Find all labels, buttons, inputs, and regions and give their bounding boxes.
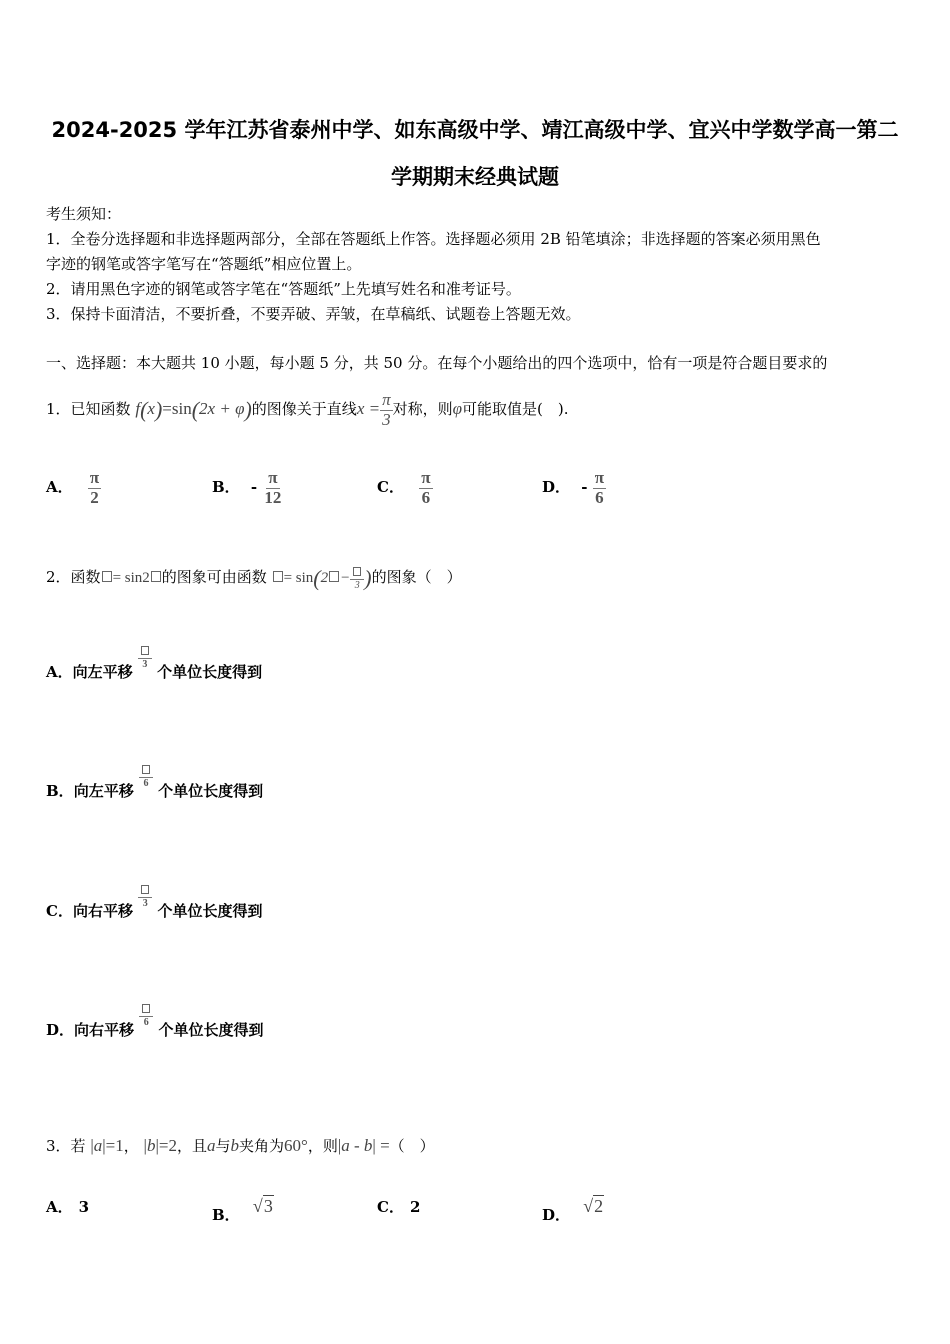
question-number: 3． (46, 1137, 71, 1155)
q1-option-d[interactable]: D． - $\frac{\pi}{6}$ (542, 467, 605, 507)
placeholder-symbol-icon (141, 885, 149, 894)
q3-option-b[interactable]: B． √3 (212, 1196, 273, 1224)
placeholder-symbol-icon (151, 571, 161, 582)
q1-option-c[interactable]: C． $\frac{\pi}{6}$ (377, 467, 431, 507)
page-title-line1: 2024-2025 学年江苏省泰州中学、如东高级中学、靖江高级中学、宜兴中学数学高一第二 (51, 118, 899, 142)
placeholder-symbol-icon (102, 571, 112, 582)
page-title-line2: 学期期末经典试题 (391, 165, 559, 189)
question-3: 3．若 |a|=1， |b|=2，且a与b夹角为60°，则|a - b| =（ ） (46, 1136, 435, 1155)
q1-option-a[interactable]: A． $\frac{\pi}{2}$ (46, 467, 100, 507)
q1-option-b[interactable]: B． - $\frac{\pi}{12}$ (212, 467, 282, 507)
placeholder-symbol-icon (329, 571, 339, 582)
notice-heading: 考生须知： (46, 205, 122, 223)
function-expression: f(x)=sin(2x + φ) (135, 397, 252, 423)
notice-item-1-cont: 字迹的钢笔或答字笔写在“答题纸”相应位置上。 (46, 255, 362, 273)
q2-option-a[interactable]: A．向左平移 3 个单位长度得到 (46, 646, 262, 684)
notice-item-3: 3．保持卡面清洁，不要折叠，不要弄破、弄皱，在草稿纸、试题卷上答题无效。 (46, 305, 581, 323)
abs-a: |a|=1 (90, 1136, 124, 1155)
question-number: 2． (46, 568, 71, 586)
notice-item-2: 2．请用黑色字迹的钢笔或答字笔在“答题纸”上先填写姓名和准考证号。 (46, 280, 521, 298)
sqrt-icon: √3 (252, 1196, 273, 1216)
q3-option-c[interactable]: C． 2 (377, 1198, 421, 1216)
q2-option-d[interactable]: D．向右平移 6 个单位长度得到 (46, 1004, 264, 1042)
notice-item-1: 1．全卷分选择题和非选择题两部分，全部在答题纸上作答。选择题必须用 2B 铅笔填涂；非选择题的答案必须用黑色 (46, 230, 821, 248)
placeholder-symbol-icon (142, 765, 150, 774)
placeholder-symbol-icon (142, 1004, 150, 1013)
function-expression: = sin(2 − 3 ) (272, 570, 372, 586)
question-number: 1． (46, 400, 71, 418)
line-equation: x = $\frac{\pi}{3}$ (356, 389, 391, 429)
section-heading: 一、选择题：本大题共 10 小题，每小题 5 分，共 50 分。在每个小题给出的四个选项中，恰有一项是符合题目要求的 (46, 354, 828, 372)
q2-option-b[interactable]: B．向左平移 6 个单位长度得到 (46, 765, 263, 803)
q2-option-c[interactable]: C．向右平移 3 个单位长度得到 (46, 885, 262, 923)
abs-a-minus-b: |a - b| = (337, 1136, 390, 1155)
abs-b: |b|=2 (143, 1136, 177, 1155)
q3-option-a[interactable]: A． 3 (46, 1198, 90, 1216)
placeholder-symbol-icon (141, 646, 149, 655)
q3-option-d[interactable]: D． √2 (542, 1196, 604, 1224)
question-1: 1．已知函数 f(x)=sin(2x + φ)的图像关于直线x = $\frac{\pi}{3}$ 对称，则φ可能取值是( ). (46, 389, 569, 429)
question-2: 2．函数 = sin2 的图象可由函数 = sin(2 − 3 )的图象（ ） (46, 565, 462, 591)
sqrt-icon: √2 (583, 1196, 604, 1216)
placeholder-symbol-icon (273, 571, 283, 582)
